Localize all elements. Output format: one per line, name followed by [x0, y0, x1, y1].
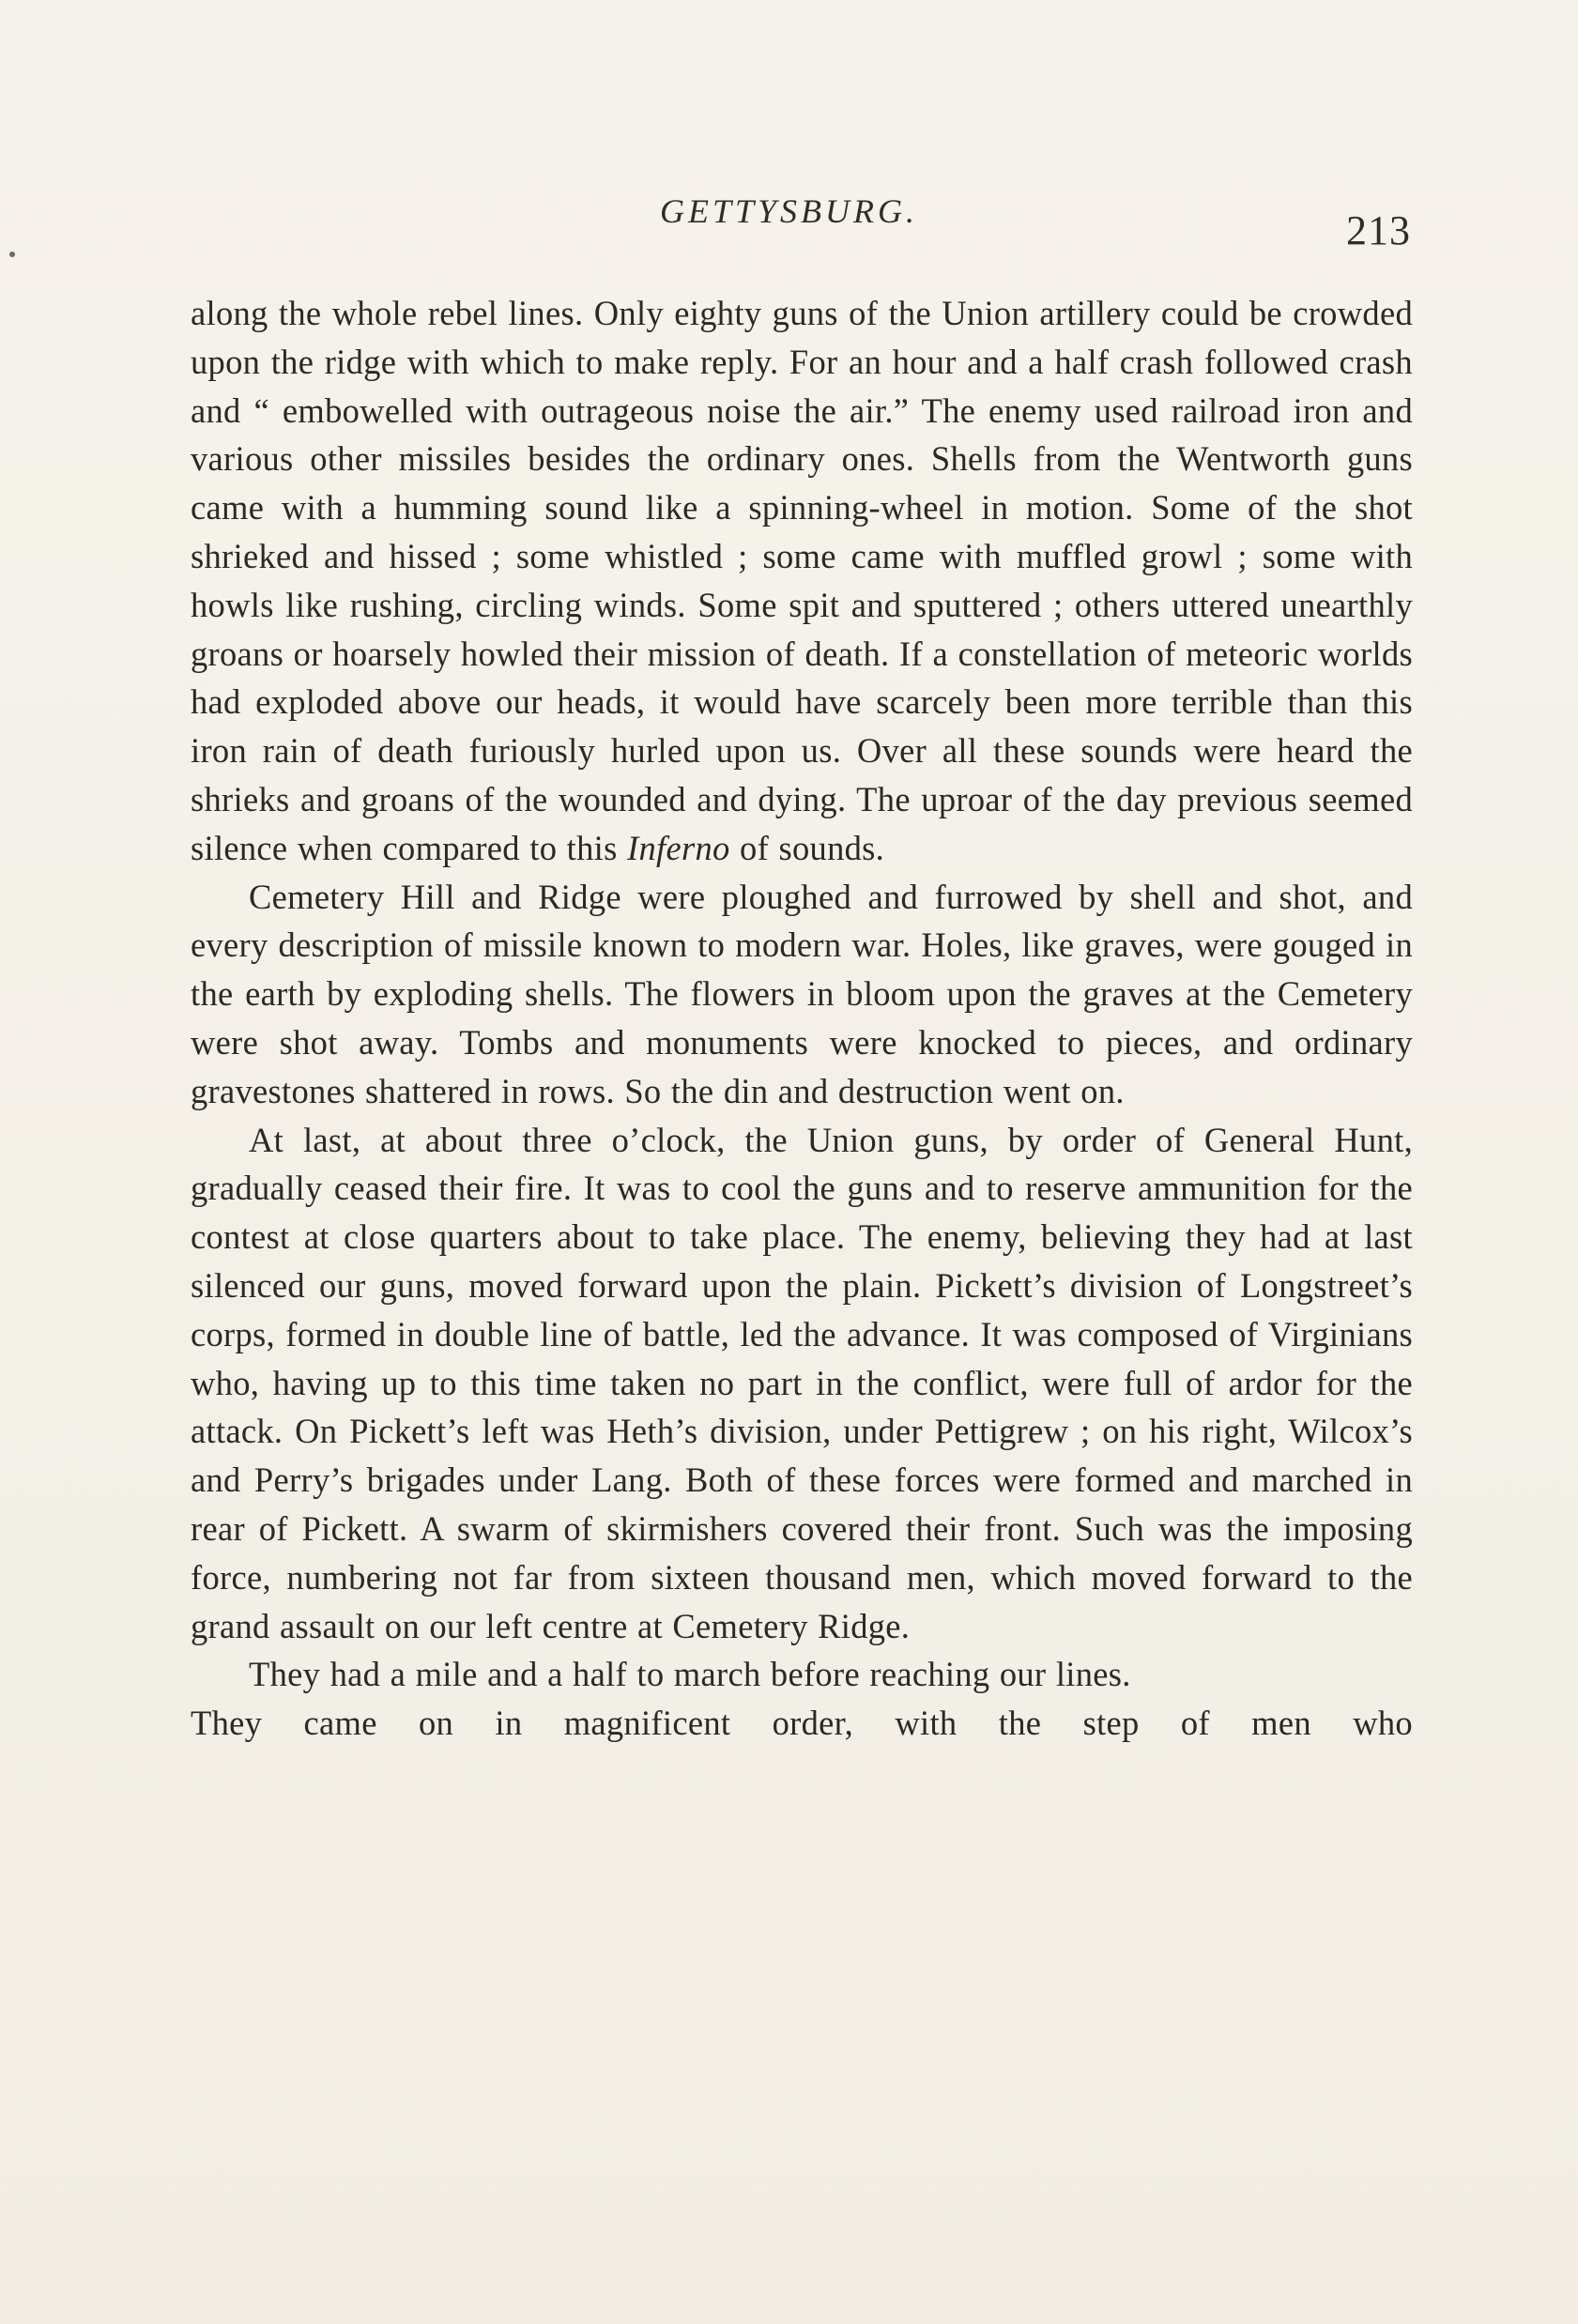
paragraph-text: of sounds. — [729, 828, 885, 867]
page-number: 213 — [1346, 207, 1411, 253]
margin-speck — [9, 252, 15, 257]
italic-term: Inferno — [627, 828, 730, 867]
paragraph-last-line: They came on in magnificent order, with the step of men who — [191, 1704, 1413, 1743]
running-head: GETTYSBURG. — [659, 192, 919, 230]
paragraph-3: At last, at about three o’clock, the Union guns, by order of General Hunt, gradually ceased their fire. It was to cool the guns and to reserve ammunition for the contest at close quarters about to take place. The enemy, believing they had at last silenced our guns, moved forward upon the plain. Pickett’s division of Longstreet’s corps, formed in double line of battle, led the advance. It was composed of Virginians who, having up to this time taken no part in the conflict, were full of ardor for the attack. On Pickett’s left was Heth’s division, under Pettigrew ; on his right, Wilcox’s and Perry’s brigades under Lang. Both of these forces were formed and marched in rear of Pickett. A swarm of skirmishers covered their front. Such was the imposing force, numbering not far from sixteen thousand men, which moved forward to the grand assault on our left centre at Cemetery Ridge. — [191, 1120, 1413, 1645]
paragraph-1 — [191, 289, 1413, 873]
paragraph-text: along the whole rebel lines. Only eighty guns of the Union artillery could be crowded upon the ridge with which to make reply. For an hour and a half crash followed crash and “ embowelled with outrageous noise the air.” The enemy used railroad iron and various other missiles besides the ordinary ones. Shells from the Wentworth guns came with a humming sound like a spinning-wheel in motion. Some of the shot shrieked and hissed ; some whistled ; some came with muffled growl ; some with howls like rushing, circling winds. Some spit and sputtered ; others uttered unearthly groans or hoarsely howled their mission of death. If a constellation of meteoric worlds had exploded above our heads, it would have scarcely been more terrible than this iron rain of death furiously hurled upon us. Over all these sounds were heard the shrieks and groans of the wounded and dying. The uproar of the day previous seemed silence when compared to this — [191, 294, 1413, 867]
paragraph-2: Cemetery Hill and Ridge were ploughed and furrowed by shell and shot, and every description of missile known to modern war. Holes, like graves, were gouged in the earth by exploding shells. The flowers in bloom upon the graves at the Cemetery were shot away. Tombs and monuments were knocked to pieces, and ordinary gravestones shattered in rows. So the din and destruction went on. — [191, 877, 1413, 1110]
paragraph-4 — [191, 1650, 1413, 1748]
paragraph-text: They had a mile and a half to march before reaching our lines. — [249, 1655, 1131, 1694]
body-text — [191, 289, 1413, 1748]
